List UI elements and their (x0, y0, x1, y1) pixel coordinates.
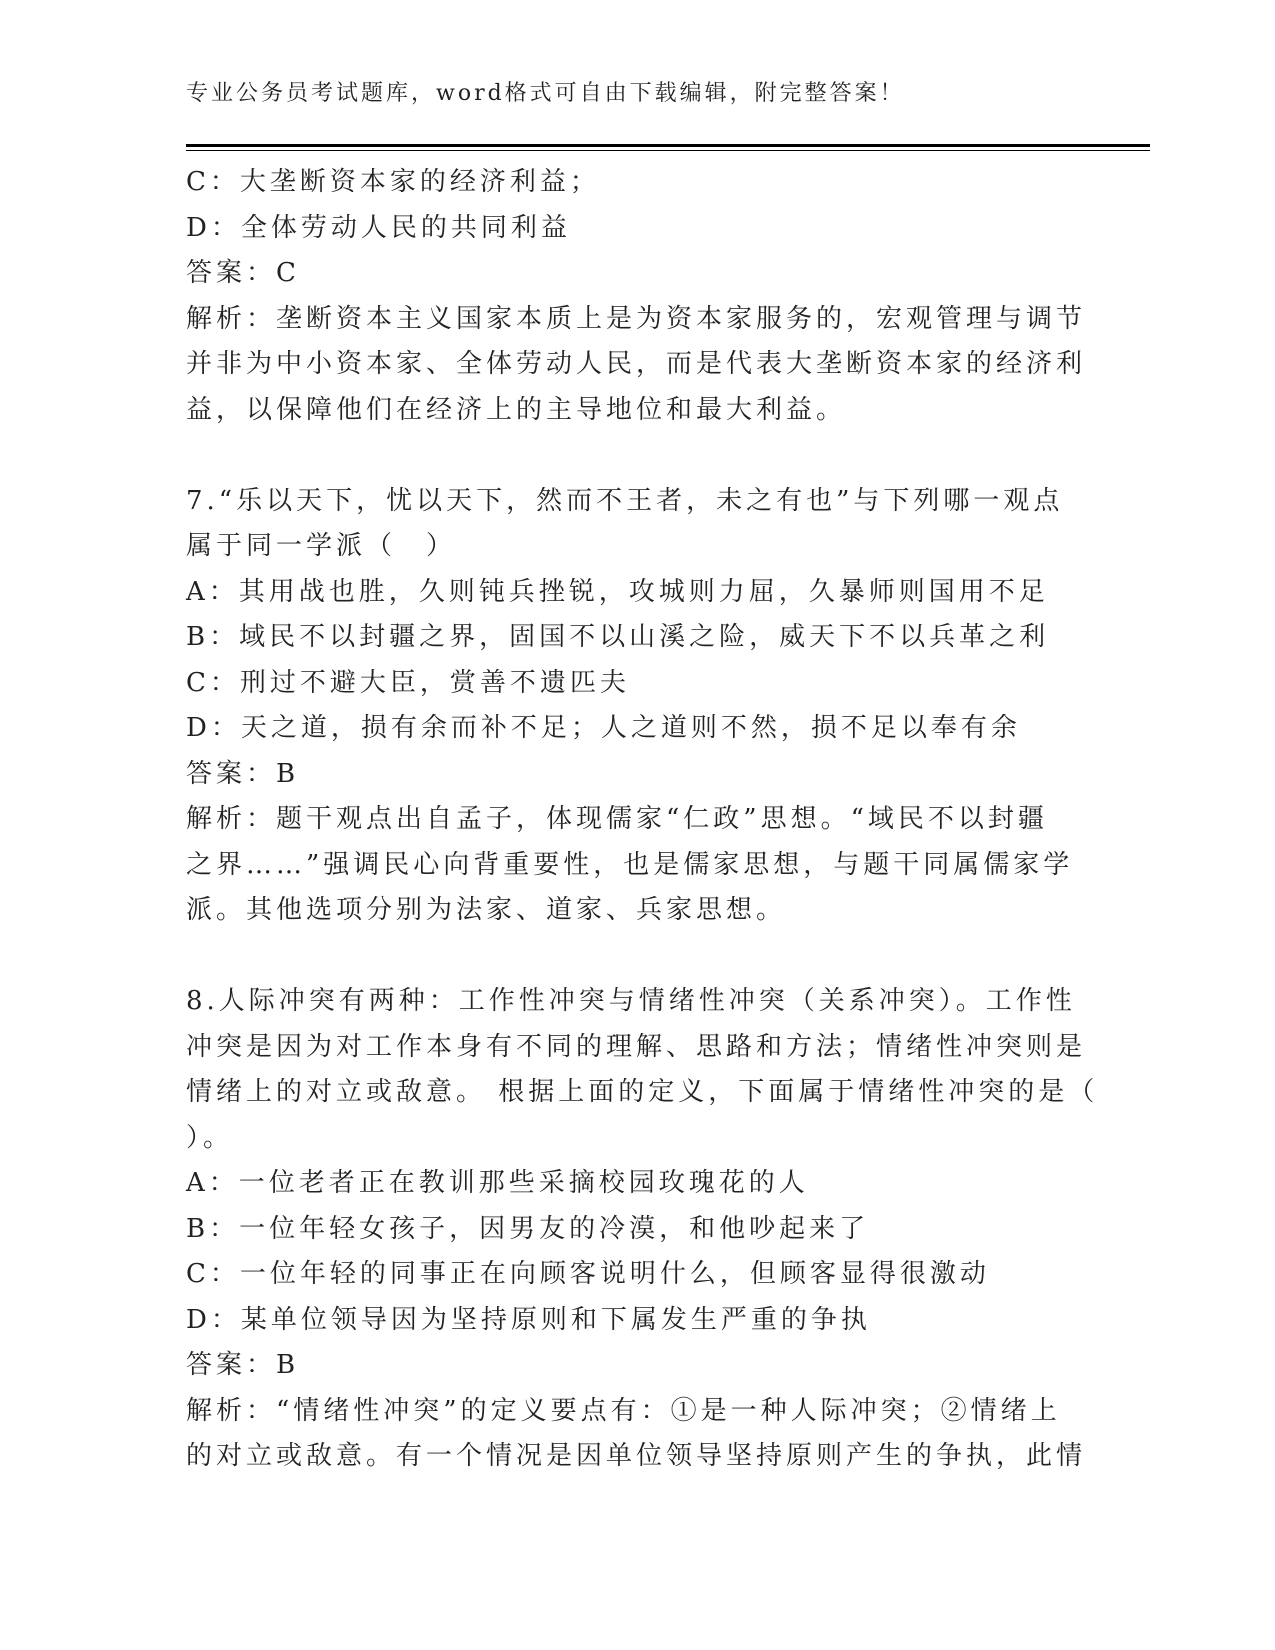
spacer (186, 934, 1066, 980)
q7-option-a: A：其用战也胜，久则钝兵挫锐，攻城则力屈，久暴师则国用不足 (186, 576, 1049, 607)
analysis-label: 解析： (186, 804, 277, 834)
document-body (186, 160, 1099, 1480)
header-rule-thin (186, 150, 1150, 151)
answer-label: 答案： (186, 1350, 277, 1380)
q8-option-c: C：一位年轻的同事正在向顾客说明什么，但顾客显得很激动 (186, 1259, 990, 1289)
q8-option-d: D：某单位领导因为坚持原则和下属发生严重的争执 (186, 1304, 871, 1335)
spacer (186, 433, 1066, 479)
answer-value: C (276, 258, 300, 288)
q8-option-a: A：一位老者正在教训那些采摘校园玫瑰花的人 (186, 1168, 809, 1198)
analysis-text: “情绪性冲突”的定义要点有：①是一种人际冲突；②情绪上 (276, 1395, 1061, 1426)
q7-answer (186, 752, 1066, 798)
q8-analysis-line-2: 的对立或敌意。有一个情况是因单位领导坚持原则产生的争执，此情 (186, 1441, 1087, 1471)
q7-analysis-line-3: 派。其他选项分别为法家、道家、兵家思想。 (186, 895, 787, 925)
q7-option-c: C：刑过不避大臣，赏善不遗匹夫 (186, 667, 630, 698)
header-rule-thick (186, 144, 1150, 147)
analysis-label: 解析： (186, 1395, 277, 1426)
q8-stem-line-1: 8.人际冲突有两种：工作性冲突与情绪性冲突（关系冲突）。工作性 (186, 986, 1076, 1016)
answer-label: 答案： (186, 258, 277, 288)
q7-option-d: D：天之道，损有余而补不足；人之道则不然，损不足以奉有余 (186, 713, 1021, 743)
q6-option-d: D：全体劳动人民的共同利益 (186, 212, 571, 243)
q8-analysis-line-1 (186, 1389, 1066, 1435)
analysis-label: 解析： (186, 303, 277, 334)
q6-answer (186, 251, 1066, 297)
answer-value: B (276, 758, 300, 789)
q7-analysis-line-2: 之界……”强调民心向背重要性，也是儒家思想，与题干同属儒家学 (186, 849, 1074, 880)
q8-answer (186, 1343, 1066, 1389)
q6-analysis-line-3: 益，以保障他们在经济上的主导地位和最大利益。 (186, 394, 847, 425)
q7-analysis-line-1 (186, 797, 1066, 843)
page-header: 专业公务员考试题库，word格式可自由下载编辑，附完整答案！ (186, 81, 905, 106)
q8-stem-line-4: ）。 (186, 1122, 234, 1153)
answer-value: B (276, 1350, 300, 1380)
q6-analysis-line-1 (186, 297, 1087, 343)
q8-stem-line-2: 冲突是因为对工作本身有不同的理解、思路和方法；情绪性冲突则是 (186, 1031, 1087, 1062)
q8-option-b: B：一位年轻女孩子，因男友的冷漠，和他吵起来了 (186, 1213, 870, 1244)
q7-option-b: B：域民不以封疆之界，固国不以山溪之险，威天下不以兵革之利 (186, 622, 1050, 652)
q7-stem-line-1: 7.“乐以天下，忧以天下，然而不王者，未之有也”与下列哪一观点 (186, 485, 1064, 516)
q7-stem-line-2: 属于同一学派（ ） (186, 531, 457, 561)
analysis-text: 垄断资本主义国家本质上是为资本家服务的，宏观管理与调节 (276, 303, 1087, 334)
q6-analysis-line-2: 并非为中小资本家、全体劳动人民，而是代表大垄断资本家的经济利 (186, 349, 1087, 379)
q6-option-c: C：大垄断资本家的经济利益； (186, 167, 600, 197)
analysis-text: 题干观点出自孟子，体现儒家“仁政”思想。“域民不以封疆 (276, 804, 1048, 834)
answer-label: 答案： (186, 758, 277, 789)
q8-stem-line-3: 情绪上的对立或敌意。 根据上面的定义，下面属于情绪性冲突的是（ (186, 1077, 1099, 1107)
